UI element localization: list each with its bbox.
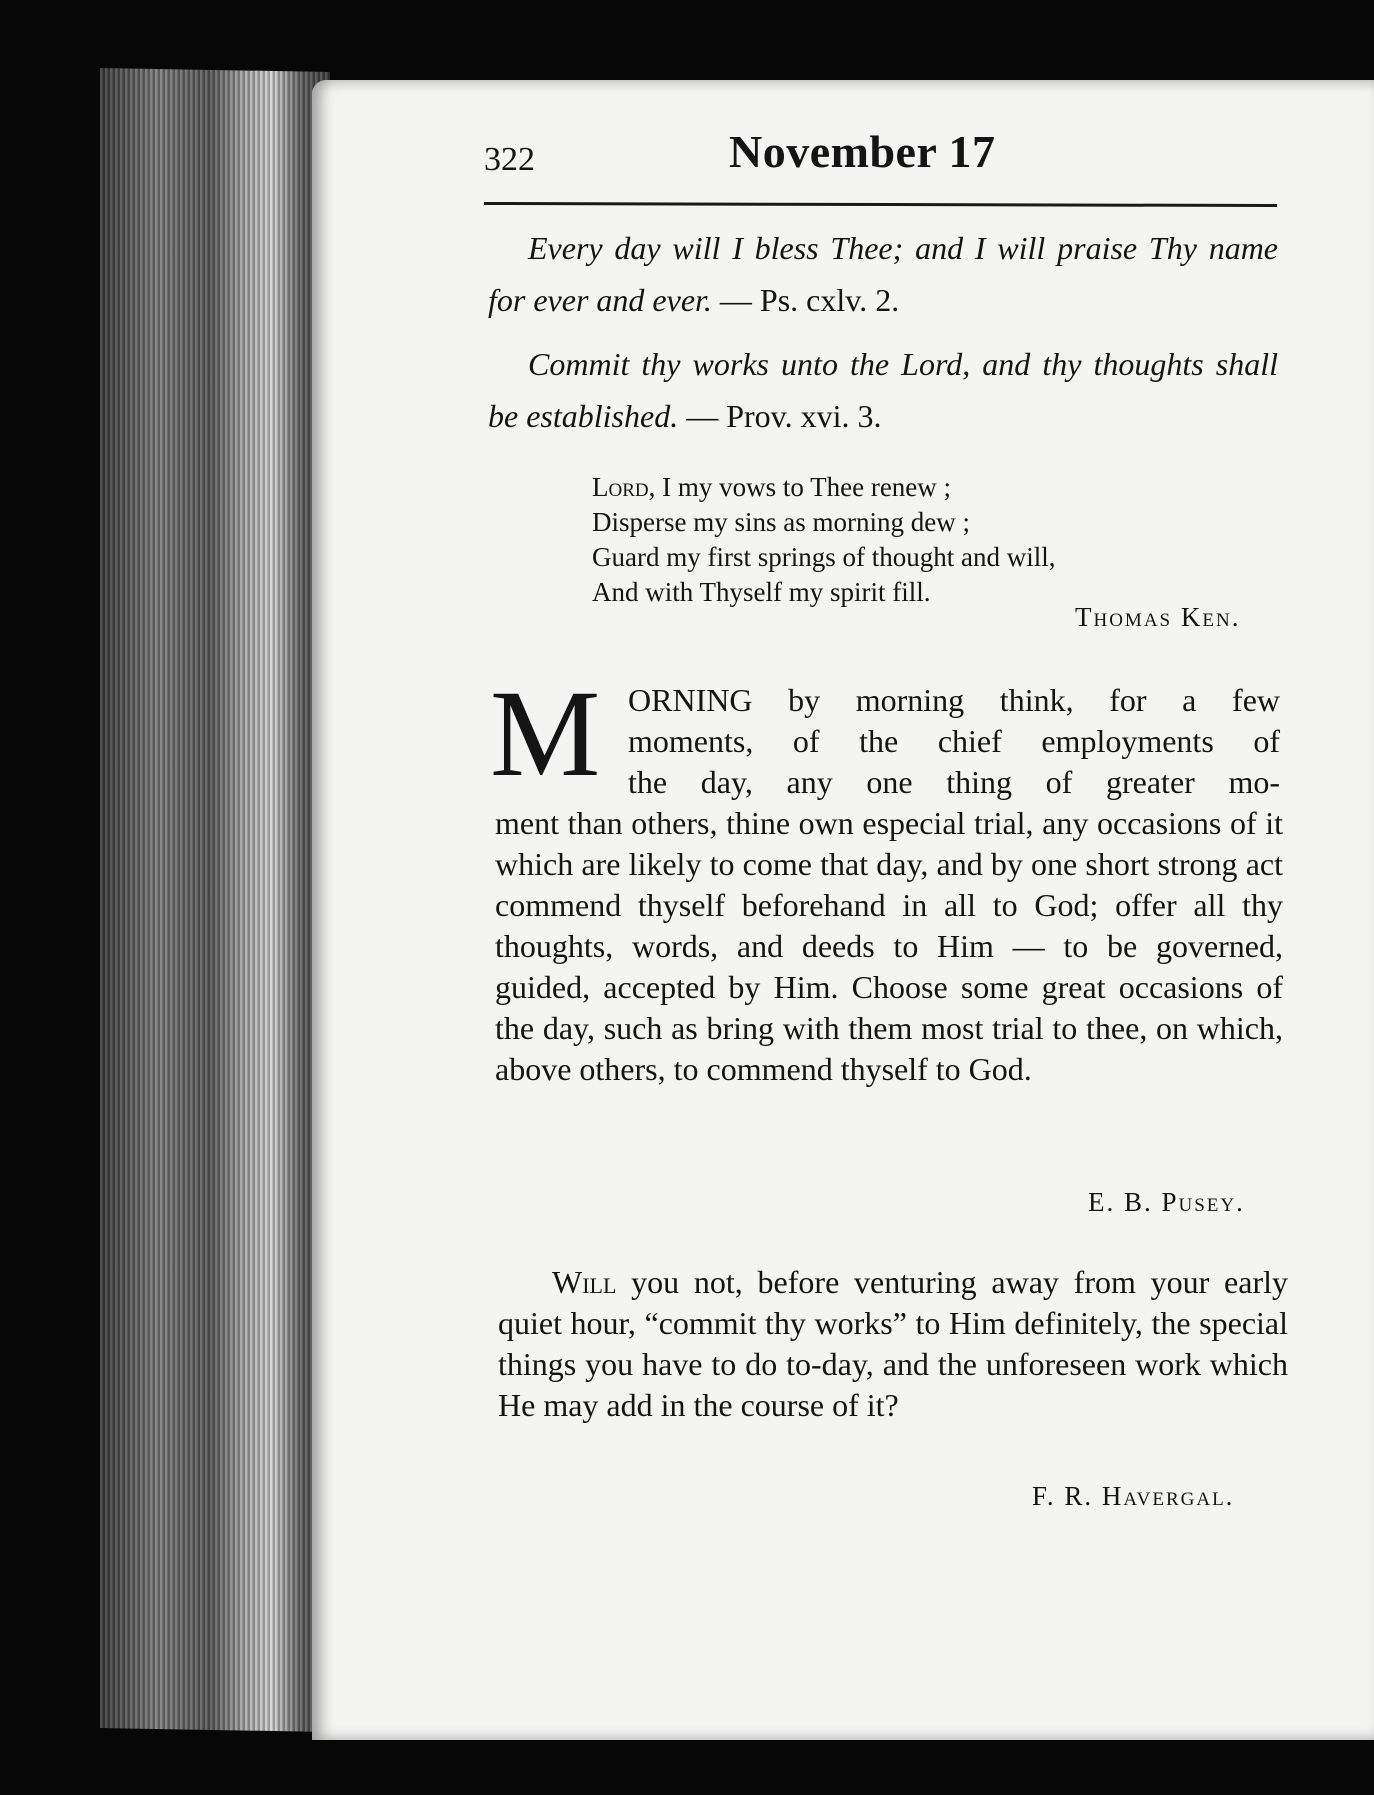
hymn-line-rest: , I my vows to Thee renew ; [648,472,952,502]
passage-attribution: E. B. Pusey. [1088,1187,1245,1217]
passage-text: you not, before venturing away from your early quiet hour, “commit thy works” to Him definitely, the special things you have to do to-day, and the unforeseen work which He may add in the course of it? [498,1264,1288,1423]
passage [498,1262,1288,1426]
scripture-verse [488,338,1278,442]
hymn-line [592,470,1272,505]
book-page-edges [100,68,330,1732]
hymn-line: Disperse my sins as morning dew ; [592,507,970,537]
drop-cap: M [490,665,601,802]
verse-reference: — Prov. xvi. 3. [678,398,882,434]
passage-body: ment than others, thine own especial trial, any occasions of it which are likely to come that day, and by one short strong act commend thyself beforehand in all to God; offer all thy thoughts, words, and deeds to Him — to be governed, guided, accepted by Him. Choose some great occasions of the day, such as bring with them most trial to thee, on which, above others, to commend thyself to God. [495,805,1283,1087]
hymn-stanza [592,470,1272,610]
scan-bottom-border [0,1740,1374,1795]
passage-attribution: F. R. Havergal. [1032,1481,1235,1511]
passage-line: ORNING by morning think, for a few [628,682,1280,718]
verse-reference: — Ps. cxlv. 2. [711,282,900,318]
passage-first-word: Will [552,1264,617,1300]
verse-text: Commit thy works unto the Lord, and thy thoughts shall be established. [488,346,1278,434]
verse-text: Every day will I bless Thee; and I will praise Thy name for ever and ever. [488,230,1278,318]
passage-line: moments, of the chief employments of [628,723,1280,759]
page-header [484,125,1277,185]
page-title: November 17 [729,126,996,177]
hymn-first-word: Lord [592,472,649,502]
hymn-line: Guard my first springs of thought and will, [592,542,1056,572]
hymn-line: And with Thyself my spirit fill. [592,577,931,607]
page-number: 322 [484,141,535,178]
passage-line: the day, any one thing of greater mo- [628,764,1280,800]
passage-opening [628,680,1280,803]
scripture-verse [488,222,1278,326]
hymn-attribution: Thomas Ken. [1075,602,1241,632]
